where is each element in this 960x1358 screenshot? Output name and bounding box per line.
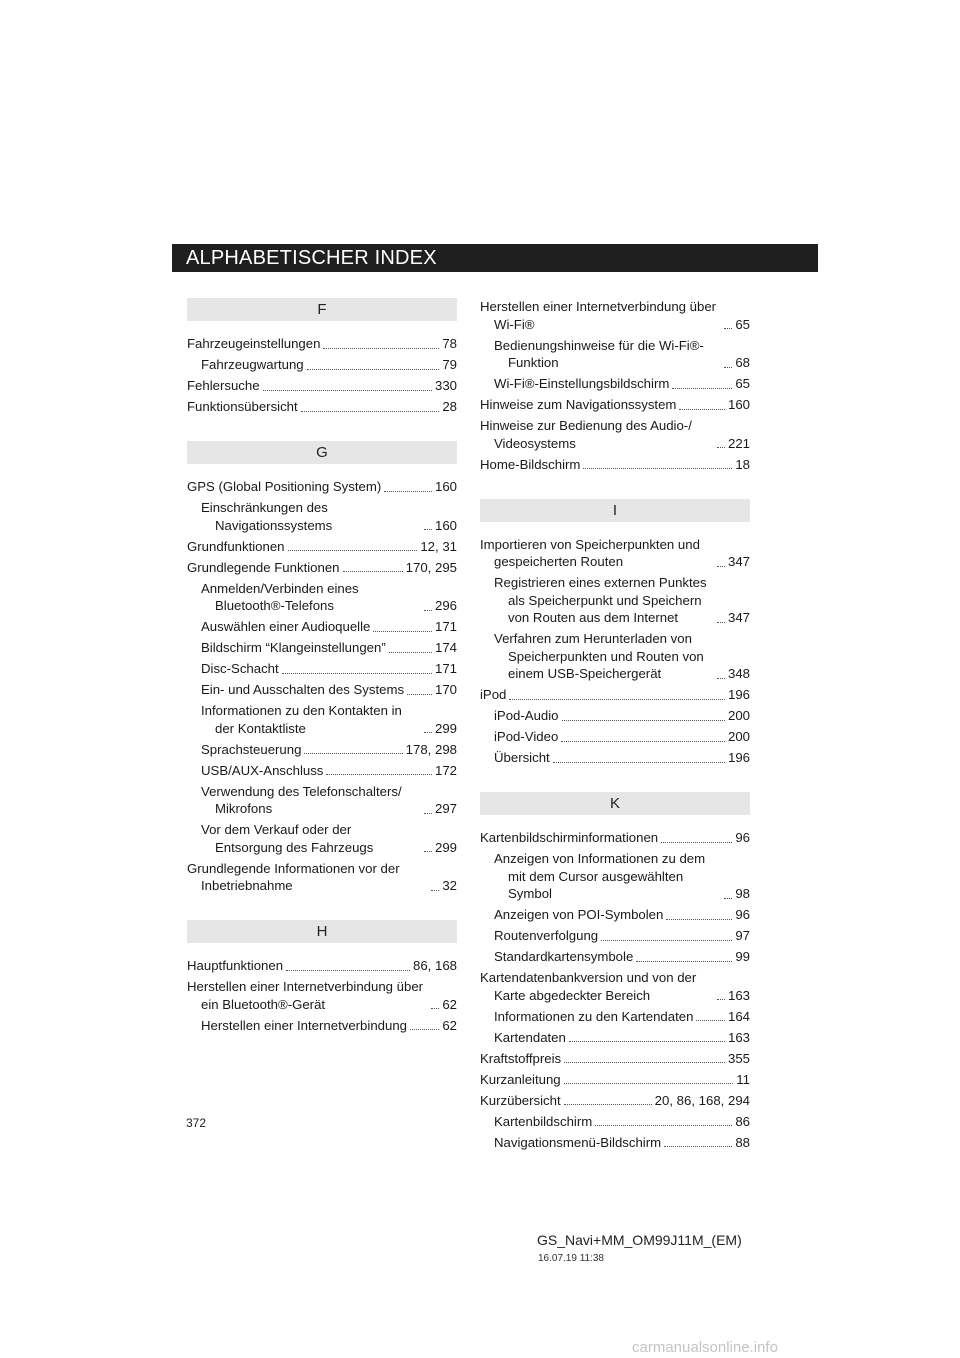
entry-page: 20, 86, 168, 294 <box>654 1092 750 1108</box>
entry-page: 299 <box>434 720 457 736</box>
dot-leader <box>282 673 432 674</box>
dot-leader <box>717 999 725 1000</box>
entry-text: Verwendung des Telefonschalters/ Mikrofons <box>201 783 402 816</box>
index-subentry <box>480 574 750 627</box>
dot-leader <box>323 348 439 349</box>
index-subentry <box>187 1017 457 1035</box>
entry-page: 171 <box>434 661 457 676</box>
index-entry <box>480 298 750 333</box>
entry-page: 97 <box>735 928 750 943</box>
index-column-left <box>187 298 457 1038</box>
entry-text: Kurzanleitung <box>480 1071 561 1087</box>
entry-text: Informationen zu den Kontakten in der Kontaktliste <box>201 703 402 736</box>
entry-text: Kraftstoffpreis <box>480 1050 562 1066</box>
index-subentry <box>187 762 457 780</box>
index-subentry <box>187 702 457 737</box>
dot-leader <box>601 940 732 941</box>
entry-page: 18 <box>735 456 750 472</box>
page-number: 372 <box>186 1116 207 1130</box>
index-subentry <box>187 580 457 615</box>
entry-text: Kartendatenbankversion und von der Karte abgedeckter Bereich <box>480 970 697 1003</box>
entry-text: Home-Bildschirm <box>480 456 581 472</box>
letter-heading: G <box>187 441 457 464</box>
entry-page: 171 <box>434 619 457 634</box>
entry-text: GPS (Global Positioning System) <box>187 479 382 494</box>
entry-text: Importieren von Speicherpunkten und gespeicherten Routen <box>480 536 700 569</box>
entry-page: 296 <box>434 598 457 613</box>
entry-text: Übersicht <box>494 750 550 765</box>
entry-text: Ein- und Ausschalten des Systems <box>201 682 405 697</box>
index-entry <box>187 478 457 496</box>
index-subentry <box>187 783 457 818</box>
entry-text: Verfahren zum Herunterladen von Speicherpunkten und Routen von einem USB-Speichergerät <box>494 631 704 681</box>
dot-leader <box>717 566 725 567</box>
dot-leader <box>724 898 732 899</box>
entry-page: 28 <box>442 399 457 414</box>
index-entry <box>480 829 750 847</box>
dot-leader <box>384 491 432 492</box>
entry-page: 196 <box>727 750 750 765</box>
entry-page: 170 <box>434 682 457 697</box>
entry-page: 32 <box>442 878 457 893</box>
entry-text: Routenverfolgung <box>494 928 599 943</box>
document-code: GS_Navi+MM_OM99J11M_(EM) <box>537 1232 742 1248</box>
entry-text: Einschränkungen des Navigationssystems <box>201 500 333 533</box>
entry-page: 99 <box>735 949 750 964</box>
entry-text: Sprachsteuerung <box>201 741 302 757</box>
dot-leader <box>583 468 732 469</box>
dot-leader <box>307 369 440 370</box>
entry-page: 178, 298 <box>405 741 457 757</box>
entry-page: 348 <box>727 666 750 681</box>
index-subentry <box>480 1029 750 1047</box>
entry-page: 330 <box>434 378 457 393</box>
dot-leader <box>304 753 402 754</box>
section-gap <box>187 898 457 920</box>
section-title: ALPHABETISCHER INDEX <box>186 247 437 269</box>
dot-leader <box>424 610 432 611</box>
entry-page: 160 <box>434 479 457 494</box>
entry-text: Fahrzeugwartung <box>201 357 304 372</box>
entry-text: Vor dem Verkauf oder der Entsorgung des Fahrzeugs <box>201 822 374 855</box>
index-entry <box>480 1092 750 1110</box>
entry-page: 164 <box>727 1008 750 1024</box>
dot-leader <box>564 1083 734 1084</box>
entry-page: 98 <box>735 886 750 901</box>
entry-text: Herstellen einer Internetverbindung über ein Bluetooth®-Gerät <box>187 979 424 1012</box>
dot-leader <box>561 741 725 742</box>
dot-leader <box>724 328 732 329</box>
dot-leader <box>696 1020 725 1021</box>
entry-page: 299 <box>434 839 457 855</box>
entry-text: Kurzübersicht <box>480 1092 561 1108</box>
entry-page: 65 <box>735 376 750 391</box>
entry-page: 200 <box>727 729 750 744</box>
entry-text: Kartenbildschirm <box>494 1113 593 1129</box>
index-subentry <box>187 639 457 657</box>
index-subentry <box>480 1134 750 1152</box>
entry-page: 96 <box>735 907 750 922</box>
index-subentry <box>480 927 750 945</box>
entry-text: Hinweise zur Bedienung des Audio-/ Videosystems <box>480 418 692 451</box>
entry-text: Grundlegende Informationen vor der Inbetriebnahme <box>187 860 400 893</box>
index-subentry <box>187 741 457 759</box>
entry-text: Registrieren eines externen Punktes als Speicherpunkt und Speichern von Routen aus dem Internet <box>494 575 707 625</box>
dot-leader <box>343 571 403 572</box>
entry-page: 12, 31 <box>420 538 457 554</box>
index-entry <box>480 1071 750 1089</box>
index-entry <box>187 957 457 975</box>
entry-text: Anzeigen von Informationen zu dem mit dem Cursor ausgewählten Symbol <box>494 851 706 901</box>
entry-page: 355 <box>727 1050 750 1066</box>
entry-page: 163 <box>727 1029 750 1045</box>
dot-leader <box>717 678 725 679</box>
entry-text: Fahrzeugeinstellungen <box>187 336 321 351</box>
index-subentry <box>187 681 457 699</box>
entry-page: 88 <box>735 1134 750 1150</box>
entry-text: Kartenbildschirminformationen <box>480 830 659 845</box>
dot-leader <box>389 652 432 653</box>
entry-page: 68 <box>735 355 750 370</box>
dot-leader <box>553 762 725 763</box>
index-entry <box>480 456 750 474</box>
entry-page: 347 <box>727 554 750 569</box>
dot-leader <box>666 919 732 920</box>
entry-text: Hinweise zum Navigationssystem <box>480 397 677 412</box>
dot-leader <box>636 961 732 962</box>
index-entry <box>187 860 457 895</box>
index-subentry <box>480 948 750 966</box>
index-subentry <box>187 618 457 636</box>
dot-leader <box>679 409 725 410</box>
entry-text: Standardkartensymbole <box>494 949 634 964</box>
dot-leader <box>431 890 439 891</box>
entry-page: 86, 168 <box>413 958 457 973</box>
dot-leader <box>263 390 432 391</box>
entry-text: Bedienungshinweise für die Wi-Fi®-Funktion <box>494 337 704 370</box>
index-entry <box>187 398 457 416</box>
entry-text: Fehlersuche <box>187 378 260 393</box>
dot-leader <box>431 1008 439 1009</box>
index-subentry <box>480 749 750 767</box>
index-entry <box>480 396 750 414</box>
watermark: carmanualsonline.info <box>632 1339 778 1356</box>
entry-page: 62 <box>442 996 457 1012</box>
entry-text: iPod-Audio <box>494 708 559 723</box>
index-entry <box>187 335 457 353</box>
dot-leader <box>661 842 732 843</box>
dot-leader <box>562 720 725 721</box>
index-subentry <box>480 728 750 746</box>
dot-leader <box>717 622 725 623</box>
entry-text: iPod-Video <box>494 729 559 744</box>
dot-leader <box>564 1062 725 1063</box>
index-subentry <box>480 1008 750 1026</box>
index-subentry <box>480 850 750 903</box>
index-entry <box>480 686 750 704</box>
dot-leader <box>407 694 432 695</box>
index-entry <box>187 377 457 395</box>
index-subentry <box>480 375 750 393</box>
index-subentry <box>480 630 750 683</box>
index-entry <box>480 969 750 1004</box>
index-subentry <box>480 906 750 924</box>
entry-page: 196 <box>727 687 750 702</box>
dot-leader <box>424 813 432 814</box>
index-subentry <box>480 337 750 372</box>
entry-text: Anmelden/Verbinden eines Bluetooth®-Telefons <box>201 580 359 613</box>
index-subentry <box>187 660 457 678</box>
entry-text: Wi-Fi®-Einstellungsbildschirm <box>494 376 670 391</box>
entry-text: Auswählen einer Audioquelle <box>201 619 371 634</box>
entry-page: 62 <box>442 1017 457 1033</box>
dot-leader <box>509 699 725 700</box>
entry-page: 170, 295 <box>405 559 457 575</box>
index-subentry <box>187 499 457 534</box>
entry-text: Bildschirm “Klangeinstellungen” <box>201 640 386 655</box>
entry-page: 200 <box>727 708 750 723</box>
entry-page: 172 <box>434 762 457 778</box>
section-gap <box>187 419 457 441</box>
dot-leader <box>326 774 432 775</box>
dot-leader <box>301 411 440 412</box>
entry-text: Anzeigen von POI-Symbolen <box>494 907 664 922</box>
index-column-right <box>480 298 750 1155</box>
dot-leader <box>424 529 432 530</box>
entry-page: 163 <box>727 987 750 1003</box>
dot-leader <box>595 1125 732 1126</box>
entry-page: 79 <box>442 357 457 372</box>
dot-leader <box>724 367 732 368</box>
index-subentry <box>187 356 457 374</box>
entry-page: 96 <box>735 830 750 845</box>
letter-heading: F <box>187 298 457 321</box>
index-entry <box>187 559 457 577</box>
dot-leader <box>564 1104 652 1105</box>
entry-text: Disc-Schacht <box>201 661 279 676</box>
dot-leader <box>373 631 432 632</box>
print-timestamp: 16.07.19 11:38 <box>538 1253 604 1264</box>
entry-page: 221 <box>727 435 750 451</box>
index-entry <box>187 978 457 1013</box>
letter-heading: K <box>480 792 750 815</box>
section-gap <box>480 770 750 792</box>
entry-text: Grundlegende Funktionen <box>187 559 340 575</box>
dot-leader <box>664 1146 732 1147</box>
entry-page: 160 <box>727 397 750 412</box>
entry-page: 86 <box>735 1113 750 1129</box>
entry-text: Kartendaten <box>494 1029 566 1045</box>
entry-page: 65 <box>735 316 750 332</box>
dot-leader <box>569 1041 725 1042</box>
entry-page: 174 <box>434 640 457 655</box>
index-entry <box>480 536 750 571</box>
entry-text: Navigationsmenü-Bildschirm <box>494 1134 662 1150</box>
dot-leader <box>672 388 732 389</box>
entry-page: 78 <box>442 336 457 351</box>
entry-text: Informationen zu den Kartendaten <box>494 1008 694 1024</box>
entry-page: 160 <box>434 517 457 533</box>
dot-leader <box>424 732 432 733</box>
index-subentry <box>480 1113 750 1131</box>
entry-page: 297 <box>434 801 457 816</box>
index-entry <box>187 538 457 556</box>
entry-text: Herstellen einer Internetverbindung über Wi-Fi® <box>480 299 717 332</box>
dot-leader <box>288 550 418 551</box>
entry-text: iPod <box>480 687 507 702</box>
dot-leader <box>717 447 725 448</box>
index-subentry <box>187 821 457 856</box>
dot-leader <box>286 970 410 971</box>
section-gap <box>480 477 750 499</box>
letter-heading: H <box>187 920 457 943</box>
entry-text: USB/AUX-Anschluss <box>201 762 324 778</box>
index-entry <box>480 417 750 452</box>
entry-page: 11 <box>736 1071 750 1087</box>
dot-leader <box>410 1029 439 1030</box>
entry-page: 347 <box>727 610 750 625</box>
entry-text: Grundfunktionen <box>187 538 285 554</box>
dot-leader <box>424 851 432 852</box>
index-entry <box>480 1050 750 1068</box>
letter-heading: I <box>480 499 750 522</box>
entry-text: Herstellen einer Internetverbindung <box>201 1017 407 1033</box>
entry-text: Funktionsübersicht <box>187 399 298 414</box>
header-bar <box>172 244 818 272</box>
entry-text: Hauptfunktionen <box>187 958 284 973</box>
index-subentry <box>480 707 750 725</box>
